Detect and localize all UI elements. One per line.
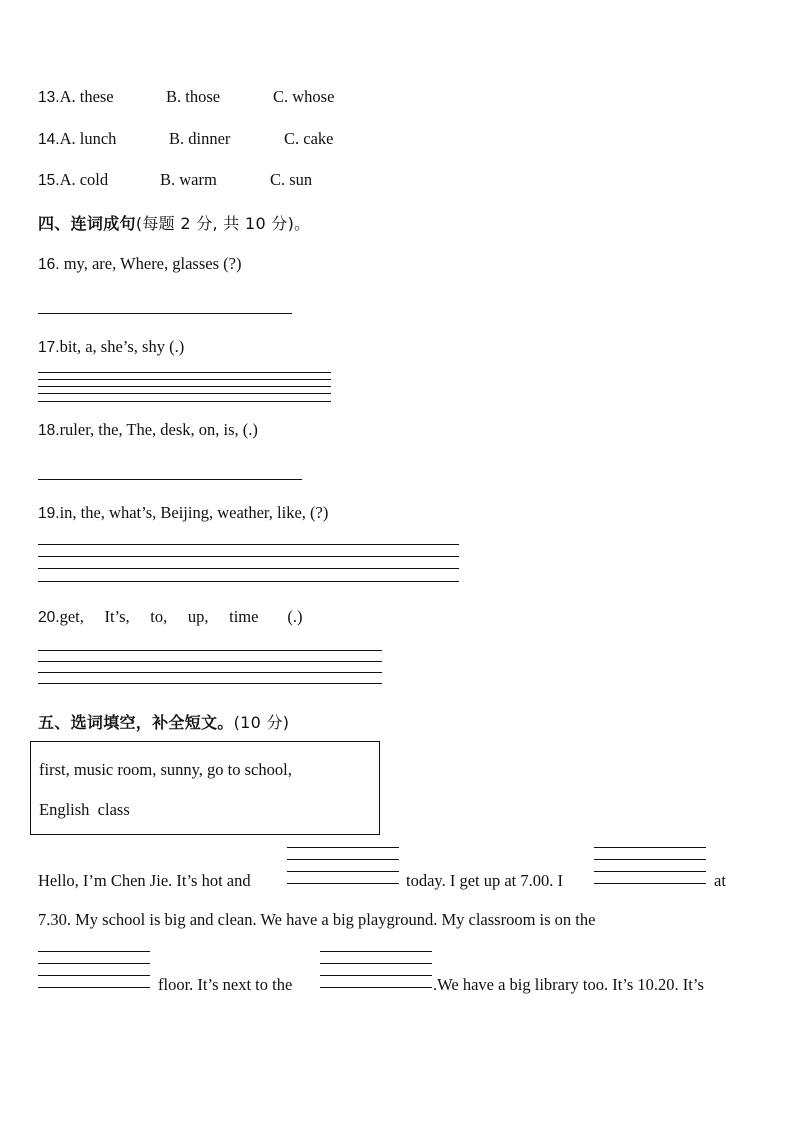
blank-2-line bbox=[594, 847, 706, 848]
passage-line-1c: at bbox=[714, 871, 726, 890]
section-title: 五、选词填空，补全短文。 bbox=[38, 713, 234, 732]
answer-line[interactable] bbox=[38, 313, 292, 314]
blank-1-line bbox=[287, 871, 399, 872]
answer-line bbox=[38, 379, 331, 380]
word-box-line-1: first, music room, sunny, go to school, bbox=[39, 760, 292, 779]
sentence-16 bbox=[38, 254, 241, 274]
blank-2-line bbox=[594, 871, 706, 872]
scrambled-words: bit, a, she’s, shy (.) bbox=[59, 337, 185, 356]
option-c: C. cake bbox=[284, 129, 334, 148]
question-number: 19. bbox=[38, 505, 60, 522]
scrambled-words: my, are, Where, glasses (?) bbox=[59, 254, 242, 273]
blank-4-line bbox=[320, 963, 432, 964]
blank-1-line bbox=[287, 847, 399, 848]
word-box bbox=[30, 741, 380, 835]
blank-3-line bbox=[38, 975, 150, 976]
blank-3[interactable] bbox=[38, 987, 150, 988]
option-b: B. those bbox=[166, 87, 221, 106]
question-number: 20. bbox=[38, 609, 60, 626]
blank-3-line bbox=[38, 963, 150, 964]
blank-4-line bbox=[320, 951, 432, 952]
sentence-19 bbox=[38, 503, 328, 523]
blank-4[interactable] bbox=[320, 987, 432, 988]
question-number: 14. bbox=[38, 131, 60, 148]
question-number: 13. bbox=[38, 89, 60, 106]
answer-line[interactable] bbox=[38, 372, 331, 373]
blank-2[interactable] bbox=[594, 883, 706, 884]
passage-line-2: 7.30. My school is big and clean. We have a big playground. My classroom is on the bbox=[38, 910, 596, 929]
section-title: 四、连词成句 bbox=[38, 214, 136, 233]
answer-line bbox=[38, 401, 331, 402]
blank-3-line bbox=[38, 951, 150, 952]
answer-line bbox=[38, 581, 459, 582]
question-number: 17. bbox=[38, 339, 60, 356]
answer-line bbox=[38, 683, 382, 684]
passage-line-3a: floor. It’s next to the bbox=[158, 975, 293, 994]
answer-line bbox=[38, 556, 459, 557]
answer-line bbox=[38, 672, 382, 673]
answer-line[interactable] bbox=[38, 544, 459, 545]
option-a: A. cold bbox=[59, 170, 109, 189]
blank-4-line bbox=[320, 975, 432, 976]
blank-1[interactable] bbox=[287, 883, 399, 884]
question-number: 16. bbox=[38, 256, 60, 273]
section-4-heading bbox=[38, 211, 310, 234]
passage-line-1b: today. I get up at 7.00. I bbox=[406, 871, 564, 890]
option-b: B. warm bbox=[160, 170, 217, 189]
sentence-17 bbox=[38, 337, 184, 357]
answer-line bbox=[38, 568, 459, 569]
passage-line-1a: Hello, I’m Chen Jie. It’s hot and bbox=[38, 871, 251, 890]
answer-line bbox=[38, 393, 331, 394]
answer-line[interactable] bbox=[38, 479, 302, 480]
section-5-heading bbox=[38, 710, 289, 733]
question-number: 15. bbox=[38, 172, 60, 189]
scrambled-words: ruler, the, The, desk, on, is, (.) bbox=[59, 420, 258, 439]
scrambled-words: in, the, what’s, Beijing, weather, like, (?) bbox=[59, 503, 329, 522]
passage-line-3b: .We have a big library too. It’s 10.20. It’s bbox=[433, 975, 704, 994]
question-13 bbox=[38, 87, 114, 107]
answer-line[interactable] bbox=[38, 650, 382, 651]
question-number: 18. bbox=[38, 422, 60, 439]
blank-2-line bbox=[594, 859, 706, 860]
word-box-line-2: English class bbox=[39, 800, 130, 819]
scrambled-words: get, It’s, to, up, time (.) bbox=[59, 607, 303, 626]
option-b: B. dinner bbox=[169, 129, 231, 148]
section-score: (每题 2 分, 共 10 分)。 bbox=[135, 214, 311, 233]
question-15 bbox=[38, 170, 108, 190]
option-a: A. these bbox=[59, 87, 114, 106]
question-14 bbox=[38, 129, 116, 149]
option-c: C. sun bbox=[270, 170, 313, 189]
sentence-18 bbox=[38, 420, 258, 440]
blank-1-line bbox=[287, 859, 399, 860]
option-c: C. whose bbox=[273, 87, 335, 106]
answer-line bbox=[38, 661, 382, 662]
answer-line bbox=[38, 386, 331, 387]
option-a: A. lunch bbox=[59, 129, 117, 148]
sentence-20 bbox=[38, 607, 302, 627]
section-score: (10 分) bbox=[233, 713, 290, 732]
